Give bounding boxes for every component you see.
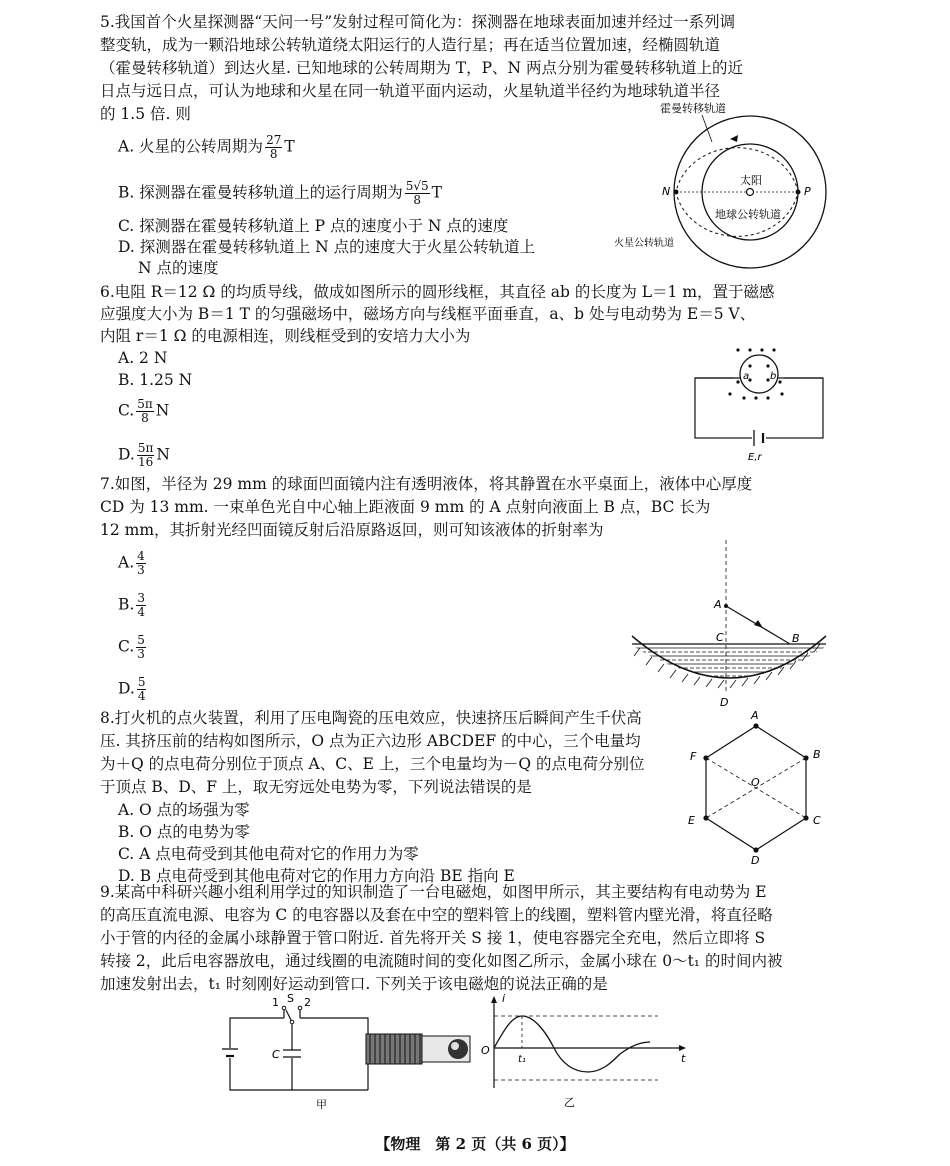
q5-line-1: 5.我国首个火星探测器“天问一号”发射过程可简化为：探测器在地球表面加速并经过一系列调 <box>100 13 736 31</box>
switch-s-label: S <box>287 992 294 1005</box>
q8-line-4: 于顶点 B、D、F 上，取无穷远处电势为零，下列说法错误的是 <box>100 778 532 796</box>
charge-e <box>703 815 708 820</box>
q7-line-3: 12 mm，其折射光经凹面镜反射后沿原路返回，则可知该液体的折射率为 <box>100 521 604 539</box>
vertex-d-label: D <box>751 854 760 867</box>
t-label: t <box>681 1052 686 1065</box>
vertex-e-label: E <box>688 814 695 827</box>
t1-label: t₁ <box>518 1054 526 1065</box>
field-dot <box>760 348 763 351</box>
field-dot <box>742 396 745 399</box>
q5-option-d-line-2: N 点的速度 <box>138 259 219 277</box>
figure-jia-label: 甲 <box>316 1098 327 1111</box>
switch-1-label: 1 <box>272 996 279 1009</box>
field-dot <box>780 392 783 395</box>
wire-to-coil <box>300 1018 368 1026</box>
point-b-label: B <box>792 632 800 645</box>
charge-c <box>803 815 808 820</box>
charge-f <box>703 755 708 760</box>
sun <box>747 189 754 196</box>
hohmann-leader <box>702 115 712 142</box>
point-c-label: C <box>716 631 724 644</box>
q6-line-3: 内阻 r＝1 Ω 的电源相连，则线框受到的安培力大小为 <box>100 327 471 345</box>
q9-current-graph <box>478 992 688 1110</box>
q8-line-3: 为＋Q 的点电荷分别位于顶点 A、C、E 上，三个电量均为－Q 的点电荷分别位 <box>100 755 645 773</box>
field-dot <box>748 364 751 367</box>
orbit-arrow <box>730 135 738 142</box>
q5-orbit-diagram <box>614 100 860 260</box>
q8-option-d: D. B 点电荷受到其他电荷对它的作用力方向沿 BE 指向 E <box>118 867 515 885</box>
q5-line-5: 的 1.5 倍. 则 <box>100 105 191 123</box>
vertex-a-label: A <box>751 709 759 722</box>
q8-line-2: 压. 其挤压前的结构如图所示，O 点为正六边形 ABCDEF 的中心，三个电量均 <box>100 732 641 750</box>
contact-2 <box>298 1006 302 1010</box>
q7-line-1: 7.如图，半径为 29 mm 的球面凹面镜内注有透明液体，将其静置在水平桌面上，液体中心厚度 <box>100 475 753 493</box>
hohmann-label: 霍曼转移轨道 <box>660 102 726 115</box>
field-dot <box>766 364 769 367</box>
mars-orbit-label: 火星公转轨道 <box>614 238 674 249</box>
vertex-c-label: C <box>813 814 821 827</box>
q6-option-d: D. $\frac{5\pi}{16}$ N <box>118 441 170 469</box>
q8-option-c: C. A 点电荷受到其他电荷对它的作用力为零 <box>118 845 419 863</box>
sun-label: 太阳 <box>740 174 762 187</box>
earth-orbit-label: 地球公转轨道 <box>715 208 781 221</box>
outer-wire <box>695 378 823 438</box>
ray-arrow <box>754 620 763 628</box>
contact-1 <box>282 1006 286 1010</box>
q8-hexagon-diagram <box>680 706 830 866</box>
field-dot <box>766 396 769 399</box>
q8-option-b: B. O 点的电势为零 <box>118 823 250 841</box>
point-a-label: A <box>714 598 722 611</box>
field-dot <box>754 396 757 399</box>
q9-line-5: 加速发射出去，t₁ 时刻刚好运动到管口. 下列关于该电磁炮的说法正确的是 <box>100 975 608 993</box>
t-axis-arrow <box>679 1045 686 1051</box>
field-dot <box>736 380 739 383</box>
n-label: N <box>662 185 671 198</box>
origin-label: O <box>481 1044 490 1057</box>
liquid-lines <box>630 648 830 676</box>
q7-option-c: C. $\frac{5}{3}$ <box>118 633 145 661</box>
point-d-label: D <box>720 696 729 709</box>
field-dot <box>778 380 781 383</box>
point-n <box>674 190 679 195</box>
q5-line-3: （霍曼转移轨道）到达火星. 已知地球的公转周期为 T，P、N 两点分别为霍曼转移轨道上的近 <box>100 59 744 77</box>
center-o-label: O <box>751 776 760 789</box>
field-dot <box>736 348 739 351</box>
page-footer: 【物理 第 2 页（共 6 页）】 <box>375 1135 575 1153</box>
i-axis-arrow <box>491 996 497 1003</box>
q7-line-2: CD 为 13 mm. 一束单色光自中心轴上距液面 9 mm 的 A 点射向液面上 B 点，BC 长为 <box>100 498 711 516</box>
q6-circuit-diagram <box>690 370 830 470</box>
source-label: E,r <box>748 452 762 463</box>
q5-line-2: 整变轨，成为一颗沿地球公转轨道绕太阳运行的人造行星；再在适当位置加速，经椭圆轨道 <box>100 36 721 54</box>
point-a-label: a <box>743 371 750 382</box>
point-p <box>796 190 801 195</box>
q5-option-b: B. 探测器在霍曼转移轨道上的运行周期为 $\frac{5√5}{8}$ T <box>118 179 443 207</box>
figure-yi-label: 乙 <box>564 1096 575 1109</box>
capacitor-label: C <box>272 1048 280 1061</box>
q8-option-a: A. O 点的场强为零 <box>118 801 250 819</box>
q7-option-a: A. $\frac{4}{3}$ <box>118 549 145 577</box>
q9-line-4: 转接 2，此后电容器放电，通过线圈的电流随时间的变化如图乙所示，金属小球在 0～t₁ 的时间内被 <box>100 952 783 970</box>
q7-option-b: B. $\frac{3}{4}$ <box>118 591 145 619</box>
q6-line-2: 应强度大小为 B＝1 T 的匀强磁场中，磁场方向与线框平面垂直，a、b 处与电动势为 E＝5 V、 <box>100 305 756 323</box>
mirror-hatching <box>634 644 820 688</box>
q5-line-4: 日点与远日点，可认为地球和火星在同一轨道平面内运动，火星轨道半径约为地球轨道半径 <box>100 82 721 100</box>
charge-b <box>803 755 808 760</box>
q6-option-a: A. 2 N <box>118 349 168 367</box>
vertex-b-label: B <box>813 748 821 761</box>
q9-circuit-diagram <box>220 992 480 1111</box>
charge-d <box>753 847 758 852</box>
field-dot <box>772 348 775 351</box>
switch-2-label: 2 <box>304 996 311 1009</box>
q6-option-b: B. 1.25 N <box>118 371 193 389</box>
p-label: P <box>804 185 811 198</box>
q5-option-a: A. 火星的公转周期为 $\frac{27}{8}$ T <box>118 133 295 161</box>
q9-line-3: 小于管的内径的金属小球静置于管口附近. 首先将开关 S 接 1，使电容器完全充电，然后立即将 S <box>100 929 766 947</box>
q7-option-d: D. $\frac{5}{4}$ <box>118 675 146 703</box>
vertex-f-label: F <box>690 750 697 763</box>
point-a <box>724 604 728 608</box>
q6-option-c: C. $\frac{5\pi}{8}$ N <box>118 397 170 425</box>
q6-line-1: 6.电阻 R＝12 Ω 的均质导线，做成如图所示的圆形线框，其直径 ab 的长度为 L＝1 m，置于磁感 <box>100 283 775 301</box>
field-dot <box>728 392 731 395</box>
q7-mirror-diagram <box>630 540 830 710</box>
q5-option-d-line-1: D. 探测器在霍曼转移轨道上 N 点的速度大于火星公转轨道上 <box>118 238 536 256</box>
metal-ball <box>448 1039 468 1059</box>
field-dot <box>748 348 751 351</box>
q8-line-1: 8.打火机的点火装置，利用了压电陶瓷的压电效应，快速挤压后瞬间产生千伏高 <box>100 709 642 727</box>
q9-line-2: 的高压直流电源、电容为 C 的电容器以及套在中空的塑料管上的线圈，塑料管内壁光滑，将直径略 <box>100 906 773 924</box>
point-b-label: b <box>770 371 777 382</box>
switch-pivot <box>290 1020 294 1024</box>
charge-a <box>753 723 758 728</box>
q5-option-c: C. 探测器在霍曼转移轨道上 P 点的速度小于 N 点的速度 <box>118 217 509 235</box>
i-label: i <box>502 992 506 1005</box>
metal-ball-highlight <box>451 1042 459 1050</box>
q9-line-1: 9.某高中科研兴趣小组利用学过的知识制造了一台电磁炮，如图甲所示，其主要结构有电动势为 E <box>100 883 767 901</box>
